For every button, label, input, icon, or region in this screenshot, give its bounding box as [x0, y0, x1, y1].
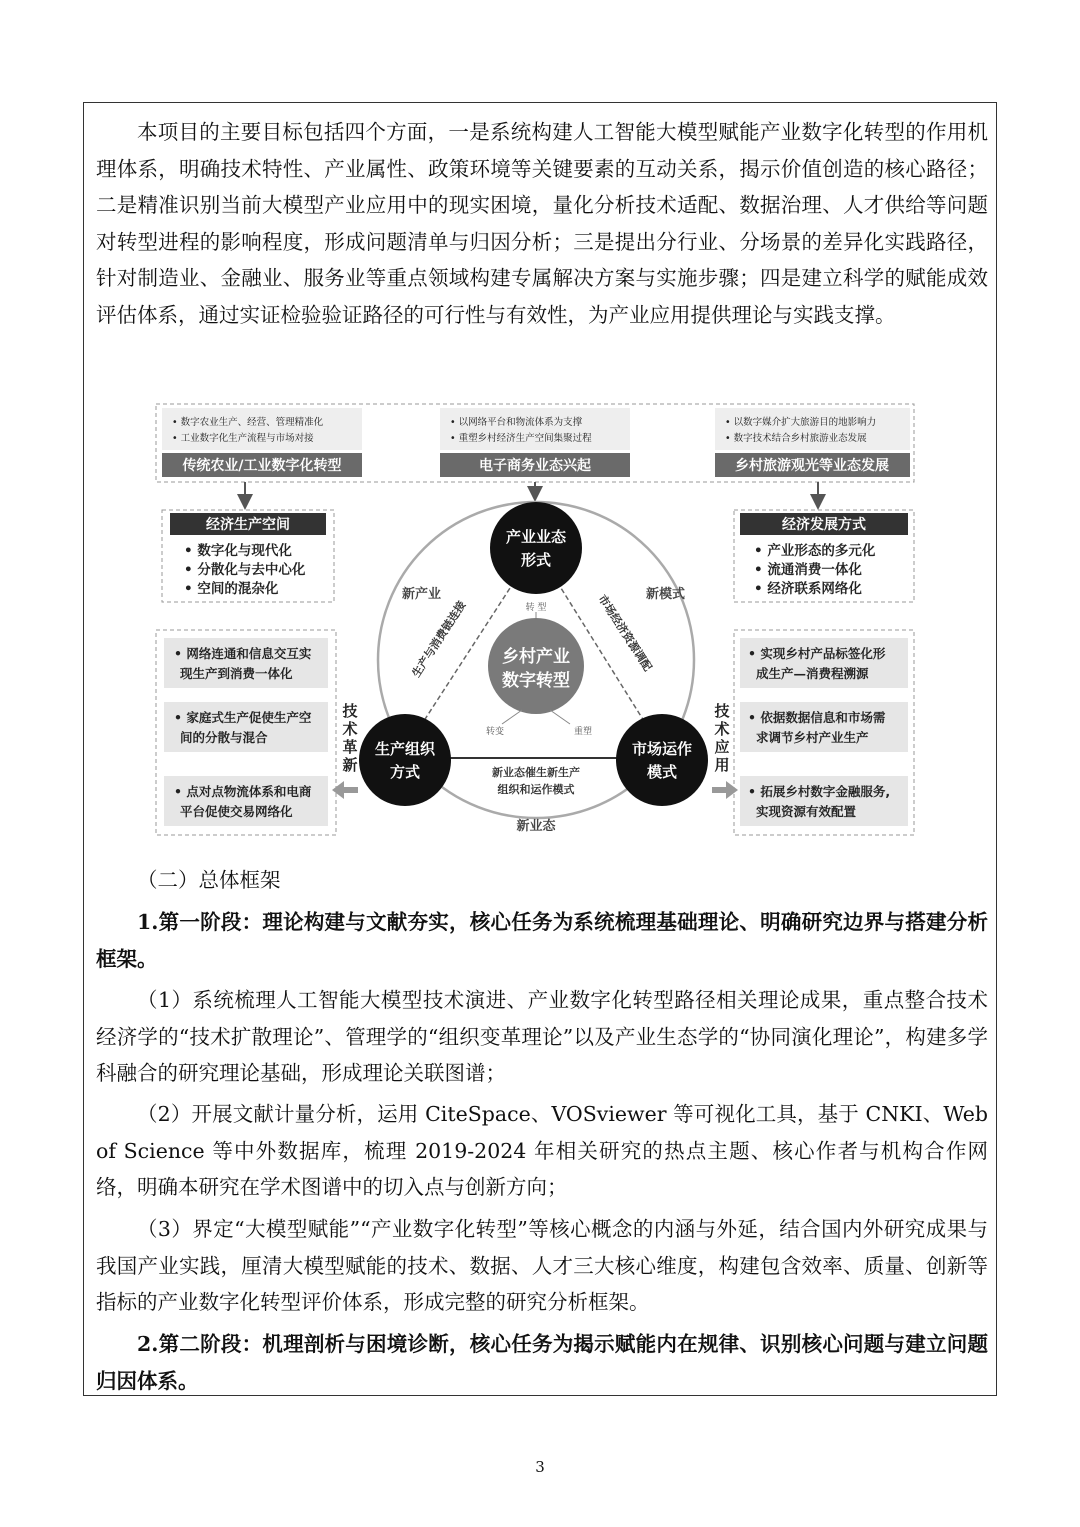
left-bottom-item-2b: 间的分散与混合 [180, 730, 268, 745]
left-bottom-panel [156, 630, 336, 835]
top-box-3-label: 乡村旅游观光等业态发展 [735, 458, 889, 474]
top-box-1-label: 传统农业/工业数字化转型 [182, 458, 342, 474]
left-bottom-item-2a: • 家庭式生产促使生产空 [174, 710, 312, 725]
stage1-item2: （2）开展文献计量分析，运用 CiteSpace、VOSviewer 等可视化工具，基于 CNKI、Web of Science 等中外数据库，梳理 2019-2024 年相关研究的热点主题、核心作者与机构合作网络，明确本研究在学术图谱中的切入点与创新方向； [96, 1102, 988, 1199]
right-bottom-panel [734, 630, 914, 835]
svg-text:应: 应 [714, 738, 730, 756]
right-bottom-item-1b: 成生产—消费程溯源 [756, 666, 869, 681]
top-box-3 [715, 408, 910, 477]
section-heading: （二）总体框架 [137, 868, 281, 892]
link-label-bottom-1: 新业态催生新生产 [492, 766, 580, 779]
left-panel-item-2: • 分散化与去中心化 [184, 562, 306, 578]
node-right-line2: 模式 [646, 763, 678, 781]
left-bottom-item-3b: 平台促使交易网络化 [180, 804, 293, 819]
left-panel [162, 510, 334, 602]
node-right-line1: 市场运作 [631, 740, 693, 758]
right-bottom-item-3a: • 拓展乡村数字金融服务, [748, 784, 891, 799]
top-box-2-label: 电子商务业态兴起 [479, 458, 591, 474]
page-number: 3 [535, 1458, 545, 1476]
top-box-2 [440, 408, 630, 477]
node-left-line2: 方式 [389, 763, 421, 781]
left-panel-item-1: • 数字化与现代化 [184, 543, 292, 559]
left-panel-item-3: • 空间的混杂化 [184, 581, 279, 597]
stage1-item3: （3）界定“大模型赋能”“产业数字化转型”等核心概念的内涵与外延，结合国内外研究成果与我国产业实践，厘清大模型赋能的技术、数据、人才三大核心维度，构建包含效率、质量、创新等指标的产业数字化转型评价体系，形成完整的研究分析框架。 [96, 1217, 988, 1314]
stage1-item1: （1）系统梳理人工智能大模型技术演进、产业数字化转型路径相关理论成果，重点整合技术经济学的“技术扩散理论”、管理学的“组织变革理论”以及产业生态学的“协同演化理论”，构建多学科融合的研究理论基础，形成理论关联图谱； [96, 988, 988, 1085]
arc-label-left: 新产业 [402, 587, 442, 602]
right-panel-item-3: • 经济联系网络化 [754, 581, 862, 597]
right-bottom-item-3b: 实现资源有效配置 [756, 804, 857, 819]
right-bottom-item-2b: 求调节乡村产业生产 [756, 730, 869, 745]
node-top-line1: 产业业态 [505, 528, 567, 546]
top-box-3-bullet-2: • 数字技术结合乡村旅游业态发展 [725, 433, 867, 444]
svg-text:革: 革 [342, 738, 358, 756]
tag-right: 重塑 [574, 727, 593, 737]
intro-paragraph: 本项目的主要目标包括四个方面，一是系统构建人工智能大模型赋能产业数字化转型的作用机理体系，明确技术特性、产业属性、政策环境等关键要素的互动关系，揭示价值创造的核心路径；二是精准识别当前大模型产业应用中的现实困境，量化分析技术适配、数据治理、人才供给等问题对转型进程的影响程度，形成问题清单与归因分析；三是提出分行业、分场景的差异化实践路径，针对制造业、金融业、服务业等重点领域构建专属解决方案与实施步骤；四是建立科学的赋能成效评估体系，通过实证检验验证路径的可行性与有效性，为产业应用提供理论与实践支撑。 [96, 120, 988, 327]
svg-text:新: 新 [342, 756, 358, 774]
arc-label-right: 新模式 [646, 587, 686, 602]
node-left-line1: 生产组织 [374, 740, 436, 758]
stage2-title: 2.第二阶段：机理剖析与困境诊断，核心任务为揭示赋能内在规律、识别核心问题与建立问题归因体系。 [96, 1332, 988, 1393]
center-node-line1: 乡村产业 [502, 647, 570, 667]
framework-diagram [150, 398, 920, 838]
stage1-title: 1.第一阶段：理论构建与文献夯实，核心任务为系统梳理基础理论、明确研究边界与搭建分析框架。 [96, 910, 988, 971]
right-bottom-item-1a: • 实现乡村产品标签化形 [748, 646, 886, 661]
left-panel-title: 经济生产空间 [206, 517, 290, 533]
svg-text:技: 技 [714, 702, 730, 720]
tag-left: 转变 [486, 727, 505, 737]
right-panel-item-1: • 产业形态的多元化 [754, 543, 876, 559]
top-box-2-bullet-1: • 以网络平台和物流体系为支撑 [450, 417, 583, 428]
svg-text:技: 技 [342, 702, 358, 720]
top-box-1-bullet-2: • 工业数字化生产流程与市场对接 [172, 433, 314, 444]
side-label-left [341, 702, 357, 774]
top-box-3-bullet-1: • 以数字媒介扩大旅游目的地影响力 [725, 417, 877, 428]
left-bottom-item-3a: • 点对点物流体系和电商 [174, 784, 312, 799]
arc-label-bottom: 新业态 [516, 819, 556, 834]
top-box-2-bullet-2: • 重塑乡村经济生产空间集聚过程 [450, 433, 592, 444]
right-panel-item-2: • 流通消费一体化 [754, 562, 862, 578]
side-label-right [713, 702, 729, 774]
top-box-1-bullet-1: • 数字农业生产、经营、管理精准化 [172, 417, 324, 428]
top-box-1 [162, 408, 362, 477]
link-label-left: 生产与消费链连接 [409, 598, 469, 680]
right-panel-title: 经济发展方式 [782, 517, 866, 533]
link-label-bottom-2: 组织和运作模式 [497, 783, 575, 796]
svg-text:术: 术 [342, 720, 358, 738]
left-bottom-item-1b: 现生产到消费一体化 [180, 666, 293, 681]
svg-text:用: 用 [714, 756, 730, 774]
svg-text:术: 术 [714, 720, 730, 738]
left-bottom-item-1a: • 网络连通和信息交互实 [174, 646, 312, 661]
link-label-right: 市场经济资源调配 [595, 592, 655, 674]
node-top-line2: 形式 [520, 551, 552, 569]
tag-top: 转 型 [525, 603, 547, 613]
center-node-line2: 数字转型 [502, 671, 570, 691]
right-panel [734, 510, 914, 602]
right-bottom-item-2a: • 依据数据信息和市场需 [748, 710, 886, 725]
